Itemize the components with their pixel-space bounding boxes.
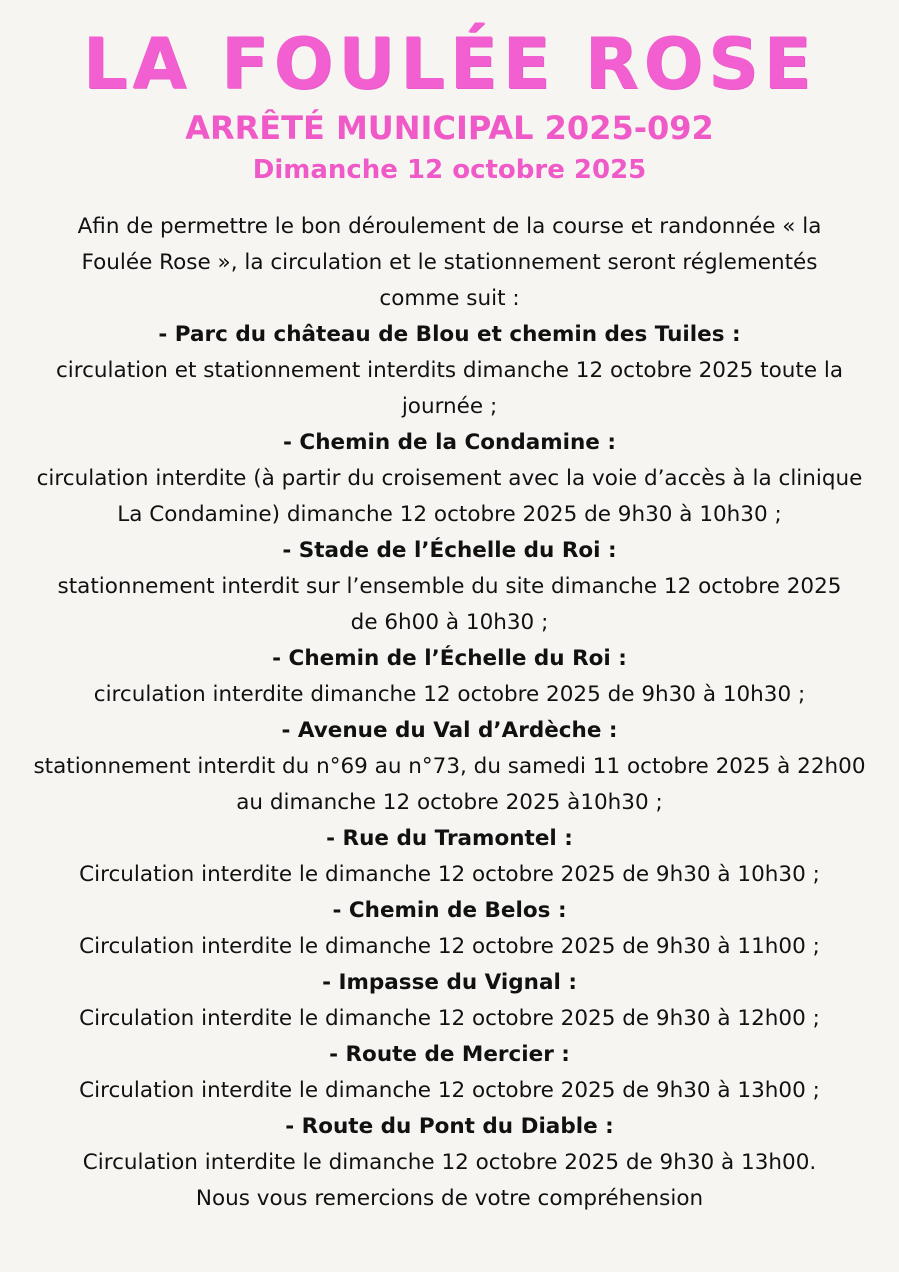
section-text: Circulation interdite le dimanche 12 octobre 2025 de 9h30 à 10h30 ;	[79, 862, 820, 888]
section-title: - Impasse du Vignal :	[322, 970, 577, 996]
section-title: - Chemin de Belos :	[332, 898, 567, 924]
event-date: Dimanche 12 octobre 2025	[252, 154, 647, 185]
section-text: Circulation interdite le dimanche 12 octobre 2025 de 9h30 à 13h00.	[82, 1150, 817, 1176]
section-text: stationnement interdit du n°69 au n°73, du samedi 11 octobre 2025 à 22h00 au dimanche 12 octobre 2025 à10h30 ;	[33, 754, 866, 816]
section-title: - Route du Pont du Diable :	[285, 1114, 614, 1140]
section-text: stationnement interdit sur l’ensemble du site dimanche 12 octobre 2025 de 6h00 à 10h30 ;	[57, 574, 842, 636]
notice-body	[24, 209, 875, 1217]
section-title: - Parc du château de Blou et chemin des Tuiles :	[158, 322, 741, 348]
section-text: Circulation interdite le dimanche 12 octobre 2025 de 9h30 à 13h00 ;	[79, 1078, 820, 1104]
section-text: circulation et stationnement interdits dimanche 12 octobre 2025 toute la journée ;	[55, 358, 844, 420]
section-title: - Avenue du Val d’Ardèche :	[281, 718, 618, 744]
section-title: - Chemin de la Condamine :	[283, 430, 616, 456]
section-text: Circulation interdite le dimanche 12 octobre 2025 de 9h30 à 12h00 ;	[79, 1006, 820, 1032]
section-title: - Stade de l’Échelle du Roi :	[282, 538, 617, 564]
decree-number: ARRÊTÉ MUNICIPAL 2025-092	[185, 109, 714, 147]
intro-text: Afin de permettre le bon déroulement de la course et randonnée « la Foulée Rose », la circulation et le stationnement seront réglementés comme suit :	[77, 214, 822, 312]
section-text: Circulation interdite le dimanche 12 octobre 2025 de 9h30 à 11h00 ;	[79, 934, 820, 960]
section-text: circulation interdite dimanche 12 octobre 2025 de 9h30 à 10h30 ;	[93, 682, 806, 708]
page-title: LA FOULÉE ROSE	[82, 23, 817, 105]
section-title: - Rue du Tramontel :	[326, 826, 573, 852]
closing-text: Nous vous remercions de votre compréhension	[195, 1186, 704, 1212]
section-title: - Route de Mercier :	[329, 1042, 570, 1068]
section-text: circulation interdite (à partir du croisement avec la voie d’accès à la clinique La Condamine) dimanche 12 octobre 2025 de 9h30 à 10h30 ;	[36, 466, 863, 528]
section-title: - Chemin de l’Échelle du Roi :	[272, 646, 627, 672]
